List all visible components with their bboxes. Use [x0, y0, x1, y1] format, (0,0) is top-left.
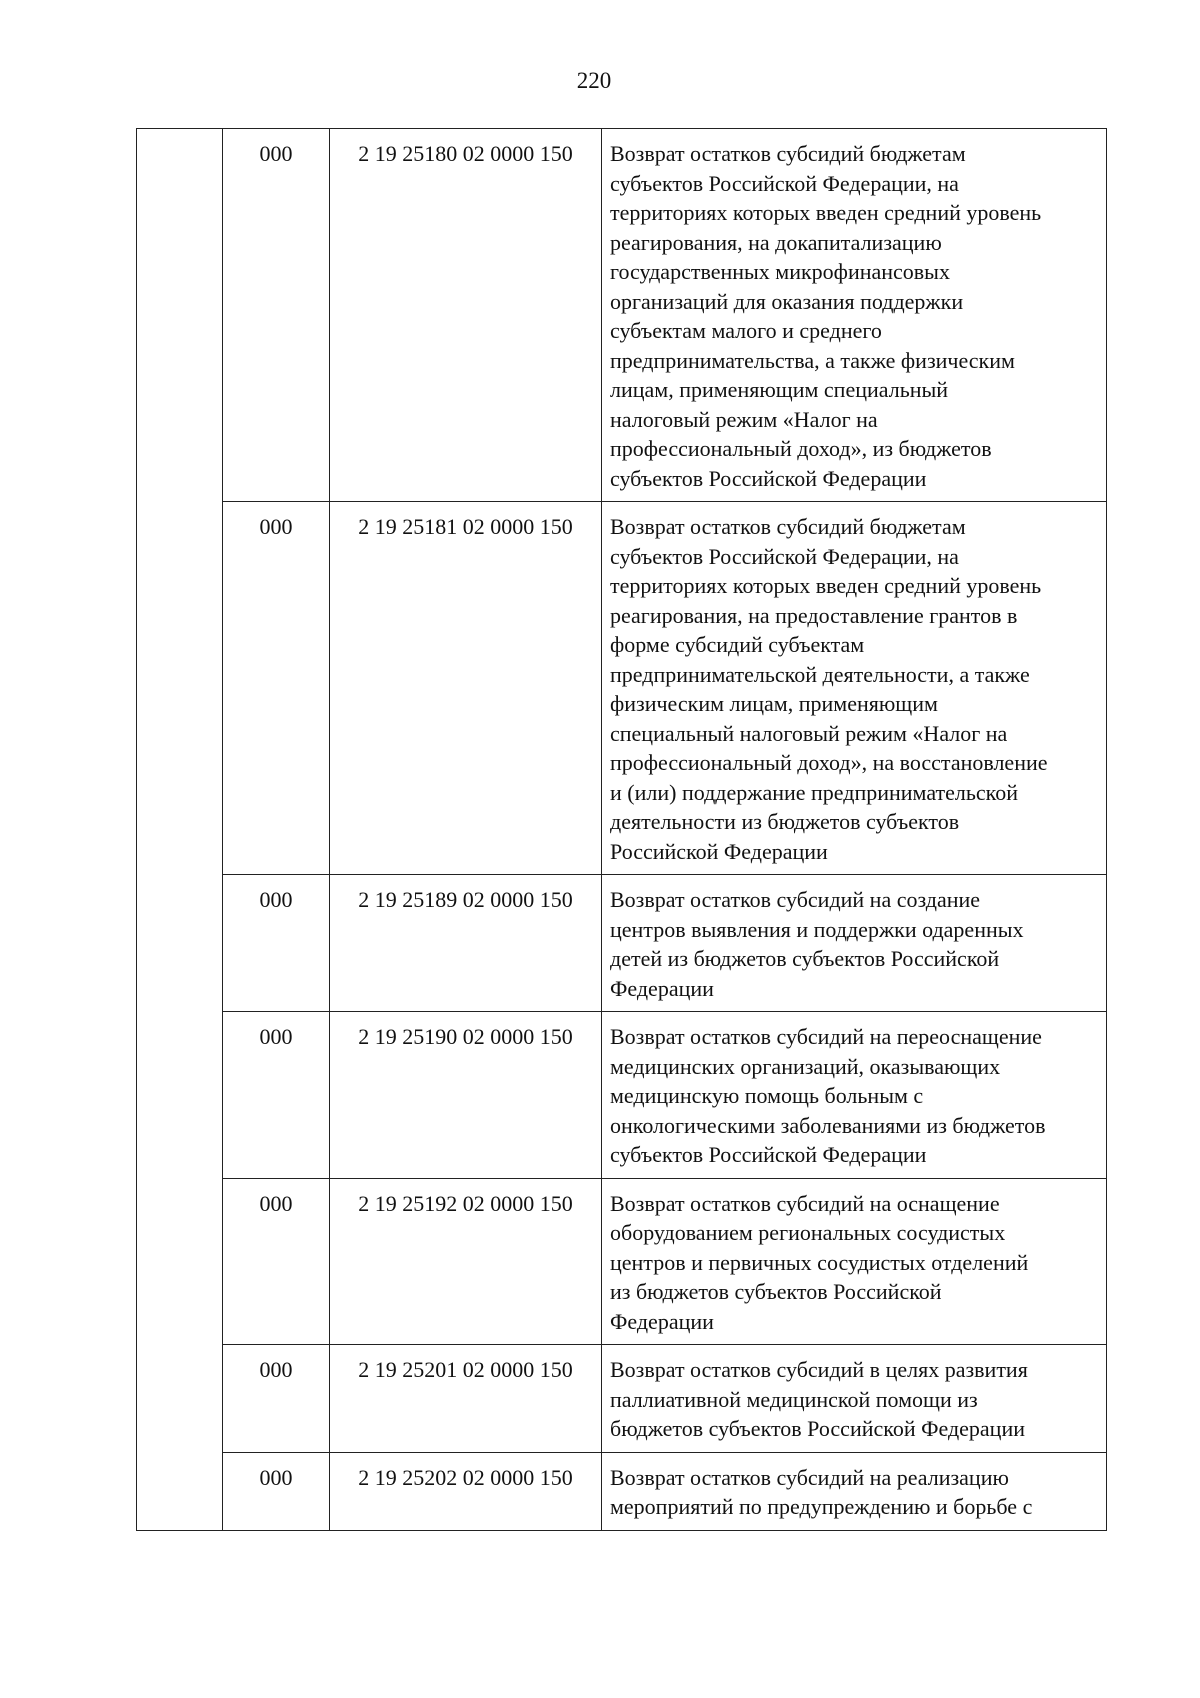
admin-code-cell: 000	[223, 1012, 330, 1179]
description-line: Федерации	[610, 975, 714, 1001]
description-line: налоговый режим «Налог на	[610, 406, 878, 432]
description-cell	[602, 1345, 1107, 1453]
description-line: субъектам малого и среднего	[610, 318, 882, 343]
description-line: Возврат остатков субсидий на оснащение	[610, 1190, 1000, 1216]
description-line: специальный налоговый режим «Налог на	[610, 720, 1008, 746]
description-cell	[602, 1452, 1107, 1530]
description-line: Возврат остатков субсидий в целях развития	[610, 1357, 1028, 1382]
budget-classification-table	[136, 128, 1107, 1531]
description-line: физическим лицам, применяющим	[610, 691, 938, 716]
budget-code-cell: 2 19 25202 02 0000 150	[330, 1452, 602, 1530]
description-line: центров и первичных сосудистых отделений	[610, 1249, 1029, 1275]
description-cell	[602, 1012, 1107, 1179]
table-row	[137, 875, 1107, 1012]
admin-code-cell: 000	[223, 1452, 330, 1530]
description-line: субъектов Российской Федерации, на	[610, 170, 959, 196]
description-line: Федерации	[610, 1308, 714, 1334]
description-cell	[602, 875, 1107, 1012]
admin-code-cell: 000	[223, 1178, 330, 1345]
budget-code-cell: 2 19 25181 02 0000 150	[330, 502, 602, 875]
description-line: Возврат остатков субсидий на создание	[610, 887, 981, 912]
description-line: субъектов Российской Федерации	[610, 465, 927, 491]
description-line: организаций для оказания поддержки	[610, 288, 964, 314]
page-number: 220	[576, 68, 612, 93]
description-line: Возврат остатков субсидий бюджетам	[610, 141, 966, 166]
description-line: территориях которых введен средний уровень	[610, 200, 1042, 225]
description-line: детей из бюджетов субъектов Российской	[610, 946, 1000, 971]
description-cell	[602, 502, 1107, 875]
description-line: территориях которых введен средний уровень	[610, 573, 1042, 598]
description-line: Возврат остатков субсидий на переоснащение	[610, 1024, 1042, 1049]
table-row	[137, 129, 1107, 502]
budget-code-cell: 2 19 25180 02 0000 150	[330, 129, 602, 502]
description-line: оборудованием региональных сосудистых	[610, 1220, 1006, 1245]
description-line: и (или) поддержание предпринимательской	[610, 779, 1019, 805]
budget-code-cell: 2 19 25190 02 0000 150	[330, 1012, 602, 1179]
table-row	[137, 1012, 1107, 1179]
description-line: из бюджетов субъектов Российской	[610, 1279, 942, 1304]
budget-code-cell: 2 19 25192 02 0000 150	[330, 1178, 602, 1345]
table-row	[137, 1345, 1107, 1453]
description-line: профессиональный доход», из бюджетов	[610, 436, 992, 461]
admin-code-cell: 000	[223, 1345, 330, 1453]
description-line: мероприятий по предупреждению и борьбе с	[610, 1494, 1033, 1519]
description-line: форме субсидий субъектам	[610, 632, 865, 657]
description-line: профессиональный доход», на восстановление	[610, 750, 1048, 775]
description-line: предпринимательской деятельности, а также	[610, 661, 1030, 687]
description-cell	[602, 1178, 1107, 1345]
description-line: бюджетов субъектов Российской Федерации	[610, 1416, 1025, 1441]
description-line: Возврат остатков субсидий бюджетам	[610, 514, 966, 539]
description-line: предпринимательства, а также физическим	[610, 347, 1015, 373]
description-line: субъектов Российской Федерации	[610, 1142, 927, 1167]
description-line: центров выявления и поддержки одаренных	[610, 916, 1024, 942]
table-row	[137, 1452, 1107, 1530]
description-line: Возврат остатков субсидий на реализацию	[610, 1464, 1009, 1490]
budget-code-cell: 2 19 25201 02 0000 150	[330, 1345, 602, 1453]
description-line: медицинскую помощь больным с	[610, 1083, 924, 1108]
description-line: реагирования, на предоставление грантов в	[610, 602, 1018, 628]
description-line: государственных микрофинансовых	[610, 259, 950, 284]
description-line: медицинских организаций, оказывающих	[610, 1053, 1001, 1079]
admin-code-cell: 000	[223, 875, 330, 1012]
table-row	[137, 1178, 1107, 1345]
blank-cell	[137, 129, 223, 1531]
description-cell	[602, 129, 1107, 502]
description-line: лицам, применяющим специальный	[610, 377, 949, 402]
description-line: Российской Федерации	[610, 838, 828, 864]
admin-code-cell: 000	[223, 129, 330, 502]
description-line: деятельности из бюджетов субъектов	[610, 809, 960, 834]
admin-code-cell: 000	[223, 502, 330, 875]
description-line: субъектов Российской Федерации, на	[610, 543, 959, 569]
budget-code-cell: 2 19 25189 02 0000 150	[330, 875, 602, 1012]
description-line: паллиативной медицинской помощи из	[610, 1386, 978, 1412]
table-row	[137, 502, 1107, 875]
description-line: реагирования, на докапитализацию	[610, 229, 942, 255]
description-line: онкологическими заболеваниями из бюджетов	[610, 1112, 1046, 1138]
